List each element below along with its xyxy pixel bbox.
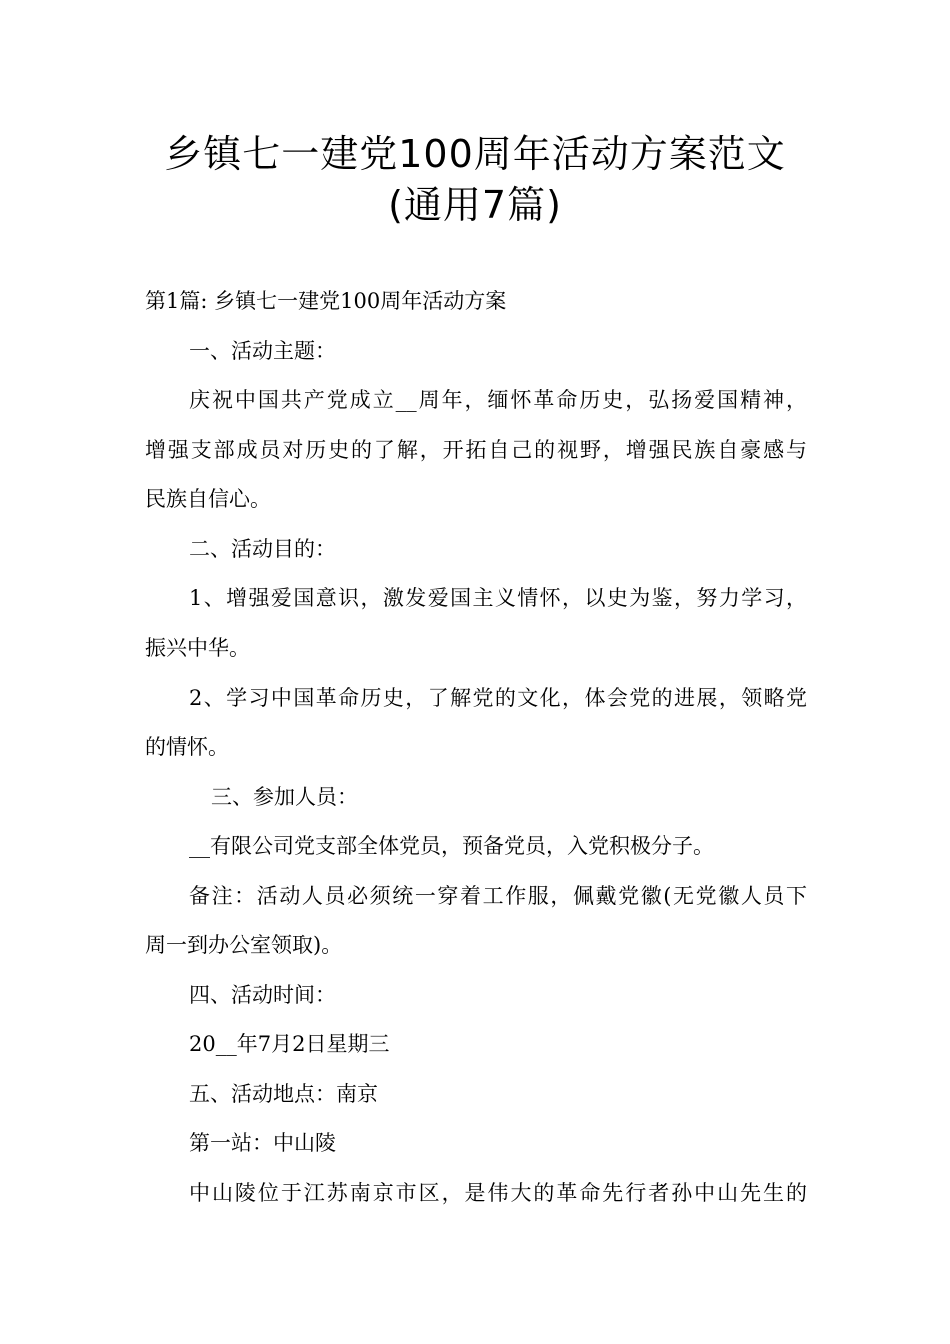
paragraph-line: 庆祝中国共产党成立__周年，缅怀革命历史，弘扬爱国精神， [189,388,807,412]
paragraph-line: 1、增强爱国意识，激发爱国主义情怀，以史为鉴，努力学习， [189,586,807,610]
heading-participants: 三、参加人员： [211,785,358,809]
section-heading-chapter-1: 第1篇: 乡镇七一建党100周年活动方案 [145,289,507,313]
paragraph-line: 增强支部成员对历史的了解，开拓自己的视野，增强民族自豪感与 [145,438,807,462]
activity-date: 20__年7月2日星期三 [189,1032,390,1056]
heading-activity-time: 四、活动时间： [189,983,336,1007]
heading-activity-theme: 一、活动主题： [189,339,336,363]
document-title-line-2: (通用7篇) [388,183,562,227]
heading-first-stop: 第一站：中山陵 [189,1131,336,1155]
document-title-line-1: 乡镇七一建党100周年活动方案范文 [164,132,786,176]
paragraph-line: 的情怀。 [145,735,229,759]
paragraph-line: 振兴中华。 [145,636,250,660]
heading-activity-purpose: 二、活动目的： [189,537,336,561]
paragraph-line: 周一到办公室领取)。 [145,933,343,957]
paragraph-line: 民族自信心。 [145,487,271,511]
paragraph-line: 中山陵位于江苏南京市区，是伟大的革命先行者孙中山先生的 [189,1181,807,1205]
paragraph-line: 备注：活动人员必须统一穿着工作服，佩戴党徽(无党徽人员下 [189,884,807,908]
paragraph-line: __有限公司党支部全体党员，预备党员，入党积极分子。 [189,834,714,858]
heading-activity-location: 五、活动地点：南京 [189,1082,378,1106]
paragraph-line: 2、学习中国革命历史，了解党的文化，体会党的进展，领略党 [189,686,807,710]
